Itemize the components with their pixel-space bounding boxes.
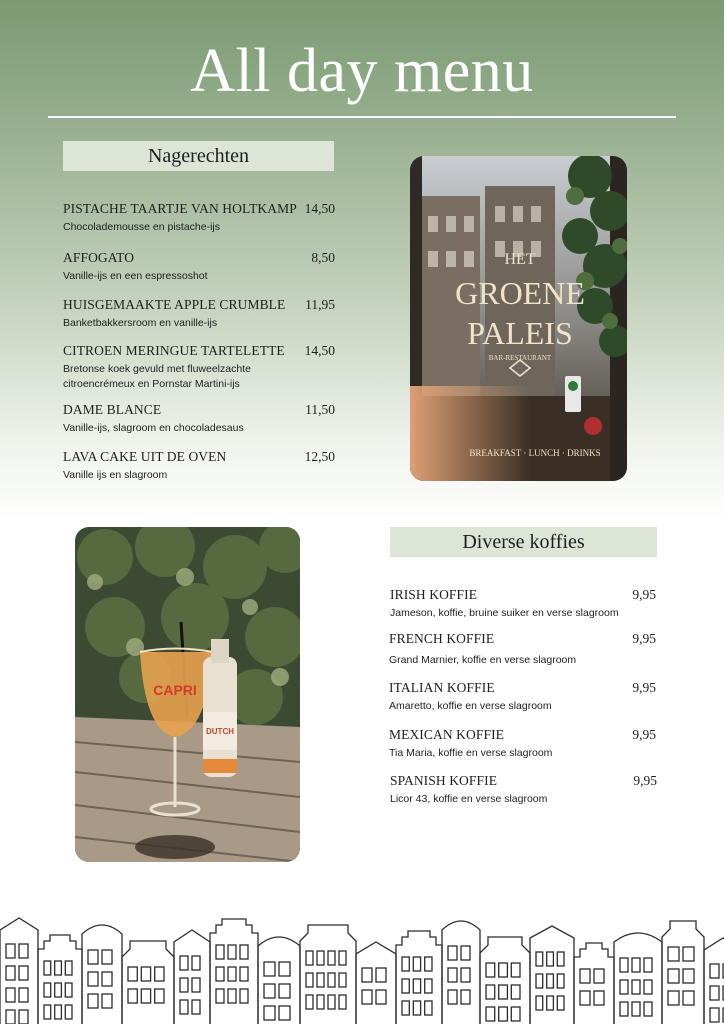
item-name: FRENCH KOFFIE <box>389 631 495 646</box>
item-description: Tia Maria, koffie en verse slagroom <box>389 747 553 759</box>
item-description: Licor 43, koffie en verse slagroom <box>390 793 548 805</box>
item-description: Chocolademousse en pistache-ijs <box>63 221 221 233</box>
item-price: 9,95 <box>632 680 656 695</box>
item-description: Vanille-ijs, slagroom en chocoladesaus <box>63 422 244 434</box>
window-sign-sub: BAR-RESTAURANT <box>488 354 552 362</box>
menu-item <box>63 402 335 436</box>
menu-item <box>390 773 657 807</box>
title-divider <box>48 116 676 118</box>
item-description: Vanille-ijs en een espressoshot <box>63 270 208 282</box>
window-sign-bottom: BREAKFAST · LUNCH · DRINKS <box>469 448 601 458</box>
window-sign-groene: GROENE <box>455 275 585 311</box>
item-description: Bretonse koek gevuld met fluweelzachte citroencrémeux en Pornstar Martini-ijs <box>63 363 251 390</box>
item-price: 14,50 <box>304 201 335 216</box>
menu-item <box>63 201 335 235</box>
item-price: 9,95 <box>632 727 656 742</box>
menu-item <box>63 297 335 331</box>
item-price: 11,50 <box>305 402 335 417</box>
canal-houses-illustration <box>0 900 724 1024</box>
desserts-heading: Nagerechten <box>63 141 334 171</box>
bottle-label: DUTCH <box>206 727 234 736</box>
item-price: 9,95 <box>632 631 656 646</box>
page-title: All day menu <box>190 37 534 105</box>
menu-item <box>390 587 656 621</box>
item-description: Vanille ijs en slagroom <box>63 469 168 481</box>
restaurant-window-photo <box>410 156 627 481</box>
menu-item <box>63 449 335 483</box>
window-sign-paleis: PALEIS <box>467 315 573 351</box>
coffees-heading: Diverse koffies <box>390 527 657 557</box>
item-price: 11,95 <box>305 297 335 312</box>
item-price: 9,95 <box>633 773 657 788</box>
item-price: 12,50 <box>304 449 335 464</box>
item-name: AFFOGATO <box>63 250 135 265</box>
item-price: 9,95 <box>632 587 656 602</box>
menu-item <box>63 343 335 392</box>
item-name: MEXICAN KOFFIE <box>389 727 505 742</box>
item-description: Grand Marnier, koffie en verse slagroom <box>389 654 577 666</box>
item-name: PISTACHE TAARTJE VAN HOLTKAMP <box>63 201 297 216</box>
item-name: CITROEN MERINGUE TARTELETTE <box>63 343 285 358</box>
glass-label: CAPRI <box>153 682 197 698</box>
menu-item <box>63 250 335 284</box>
menu-item <box>389 631 656 668</box>
menu-item <box>389 727 656 761</box>
item-name: ITALIAN KOFFIE <box>389 680 495 695</box>
item-description: Jameson, koffie, bruine suiker en verse slagroom <box>390 607 619 619</box>
drink-photo <box>75 527 300 862</box>
item-description: Amaretto, koffie en verse slagroom <box>389 700 552 712</box>
item-price: 8,50 <box>311 250 335 265</box>
item-name: SPANISH KOFFIE <box>390 773 498 788</box>
window-sign-het: HET <box>504 251 536 268</box>
item-name: DAME BLANCE <box>63 402 162 417</box>
item-name: LAVA CAKE UIT DE OVEN <box>63 449 227 464</box>
item-description: Banketbakkersroom en vanille-ijs <box>63 317 218 329</box>
item-name: IRISH KOFFIE <box>390 587 478 602</box>
item-name: HUISGEMAAKTE APPLE CRUMBLE <box>63 297 286 312</box>
item-price: 14,50 <box>304 343 335 358</box>
menu-item <box>389 680 656 714</box>
